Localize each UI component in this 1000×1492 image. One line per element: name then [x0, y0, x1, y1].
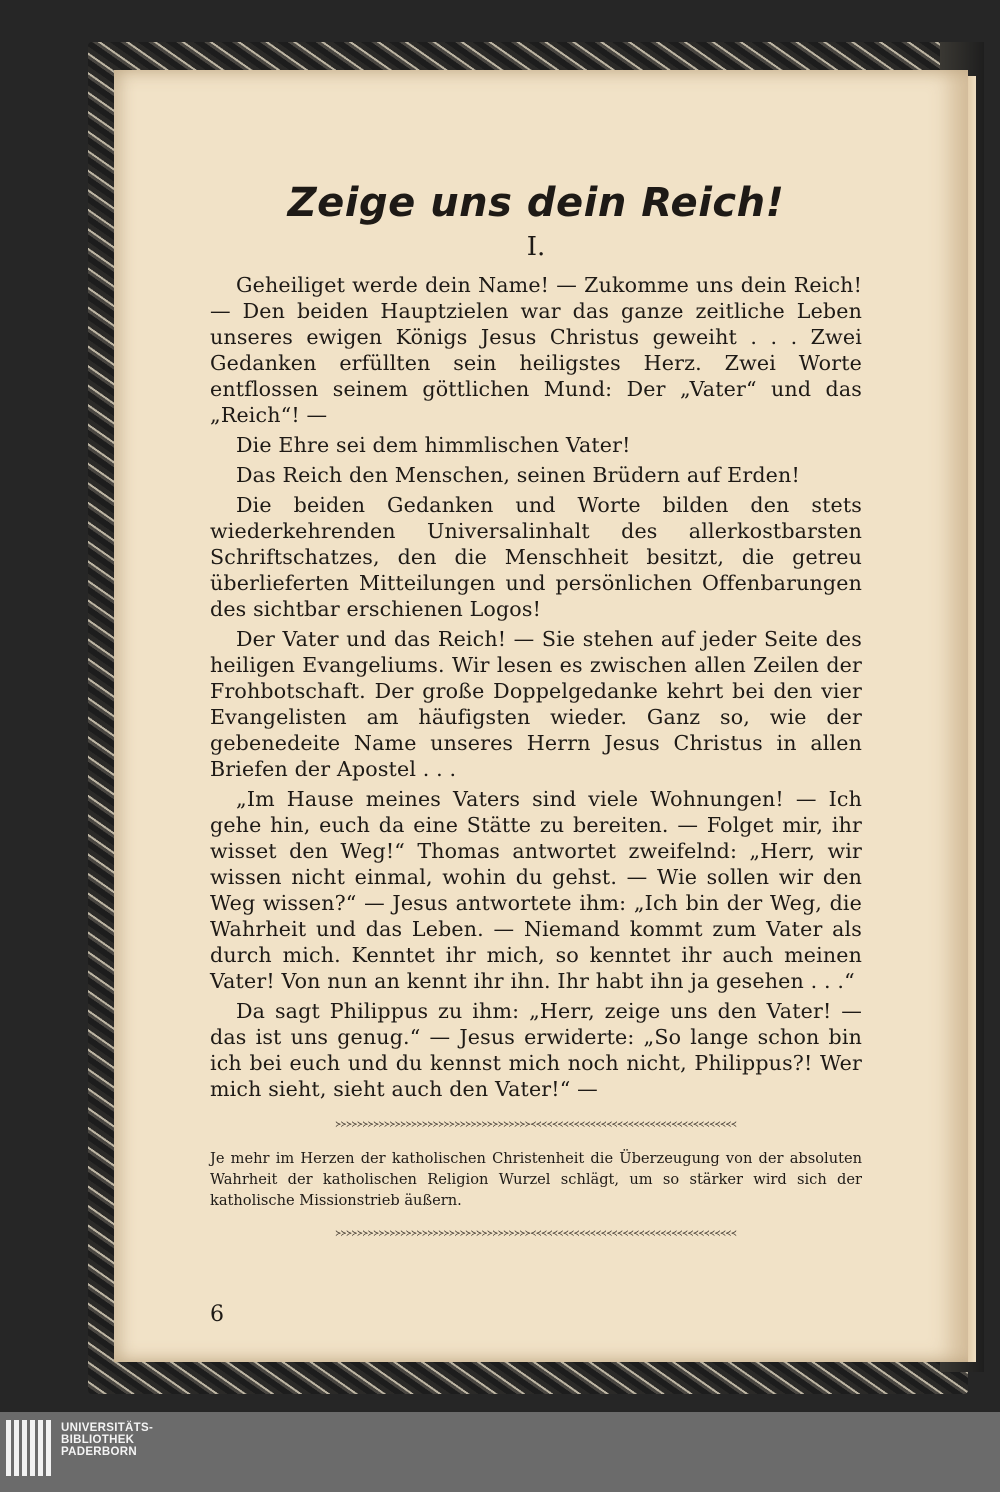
book-page: [114, 70, 968, 1362]
paragraph-7: Da sagt Philippus zu ihm: „Herr, zeige uns den Vater! — das ist uns genug.“ — Jesus erwiderte: „So lange schon bin ich bei euch und du kennst mich noch nicht, Philippus?! Wer mich sieht, sieht auch den Vater!“ —: [210, 999, 862, 1101]
paragraph-4: Die beiden Gedanken und Worte bilden den stets wiederkehrenden Universalinhalt des allerkostbarsten Schriftschatzes, den die Menschheit besitzt, die getreu überlieferten Mitteilungen und persönlichen Offenbarungen des sichtbar erschienen Logos!: [210, 493, 862, 621]
ornament-divider-bottom: ≻≻≻≻≻≻≻≻≻≻≻≻≻≻≻≻≻≻≻≻≻≻≻≻≻≻≻≻≻≻≻≻≻≻≻≻≺≺≺≺≺≺≺≺≺≺≺≺≺≺≺≺≺≺≺≺≺≺≺≺≺≺≺≺≺≺≺≺≺≺≺≺≺≺: [335, 1229, 737, 1239]
chapter-title: Zeige uns dein Reich!: [287, 180, 785, 226]
logo-line-1: UNIVERSITÄTS-: [61, 1422, 154, 1434]
logo-line-3: PADERBORN: [61, 1446, 137, 1458]
paragraph-2: Die Ehre sei dem himmlischen Vater!: [236, 433, 631, 457]
logo-line-2: BIBLIOTHEK: [61, 1434, 135, 1446]
library-logo-icon: [6, 1420, 51, 1476]
section-number: I.: [526, 232, 546, 262]
library-logo: [6, 1420, 153, 1476]
ornament-divider-top: ≻≻≻≻≻≻≻≻≻≻≻≻≻≻≻≻≻≻≻≻≻≻≻≻≻≻≻≻≻≻≻≻≻≻≻≻≺≺≺≺≺≺≺≺≺≺≺≺≺≺≺≺≺≺≺≺≺≺≺≺≺≺≺≺≺≺≺≺≺≺≺≺≺≺: [335, 1120, 737, 1130]
paragraph-5: Der Vater und das Reich! — Sie stehen auf jeder Seite des heiligen Evangeliums. Wir lesen es zwischen allen Zeilen der Frohbotschaft. Der große Doppelgedanke kehrt bei den vier Evangelisten am häufigsten wieder. Ganz so, wie der gebenedeite Name unseres Herrn Jesus Christus in allen Briefen der Apostel . . .: [210, 627, 862, 781]
footnote-text: Je mehr im Herzen der katholischen Christenheit die Überzeugung von der absoluten Wahrheit der katholischen Religion Wurzel schlägt, um so stärker wird sich der katholische Missionstrieb äußern.: [210, 1150, 862, 1209]
paragraph-6: „Im Hause meines Vaters sind viele Wohnungen! — Ich gehe hin, euch da eine Stätte zu bereiten. — Folget mir, ihr wisset den Weg!“ Thomas antwortet zweifelnd: „Herr, wir wissen nicht einmal, wohin du gehst. — Wie sollen wir den Weg wissen?“ — Jesus antwortete ihm: „Ich bin der Weg, die Wahrheit und das Leben. — Niemand kommt zum Vater als durch mich. Kenntet ihr mich, so kenntet ihr auch meinen Vater! Von nun an kennt ihr ihn. Ihr habt ihn ja gesehen . . .“: [210, 787, 862, 993]
paragraph-1: Geheiliget werde dein Name! — Zukomme uns dein Reich! — Den beiden Hauptzielen war das ganze zeitliche Leben unseres ewigen Königs Jesus Christus geweiht . . . Zwei Gedanken erfüllten sein heiligstes Herz. Zwei Worte entflossen seinem göttlichen Mund: Der „Vater“ und das „Reich“! —: [210, 273, 862, 427]
page-content: [210, 180, 862, 1257]
library-footer: [0, 1412, 1000, 1492]
page-number: 6: [210, 1302, 224, 1327]
library-logo-text: [61, 1420, 153, 1458]
paragraph-3: Das Reich den Menschen, seinen Brüdern auf Erden!: [236, 463, 800, 487]
